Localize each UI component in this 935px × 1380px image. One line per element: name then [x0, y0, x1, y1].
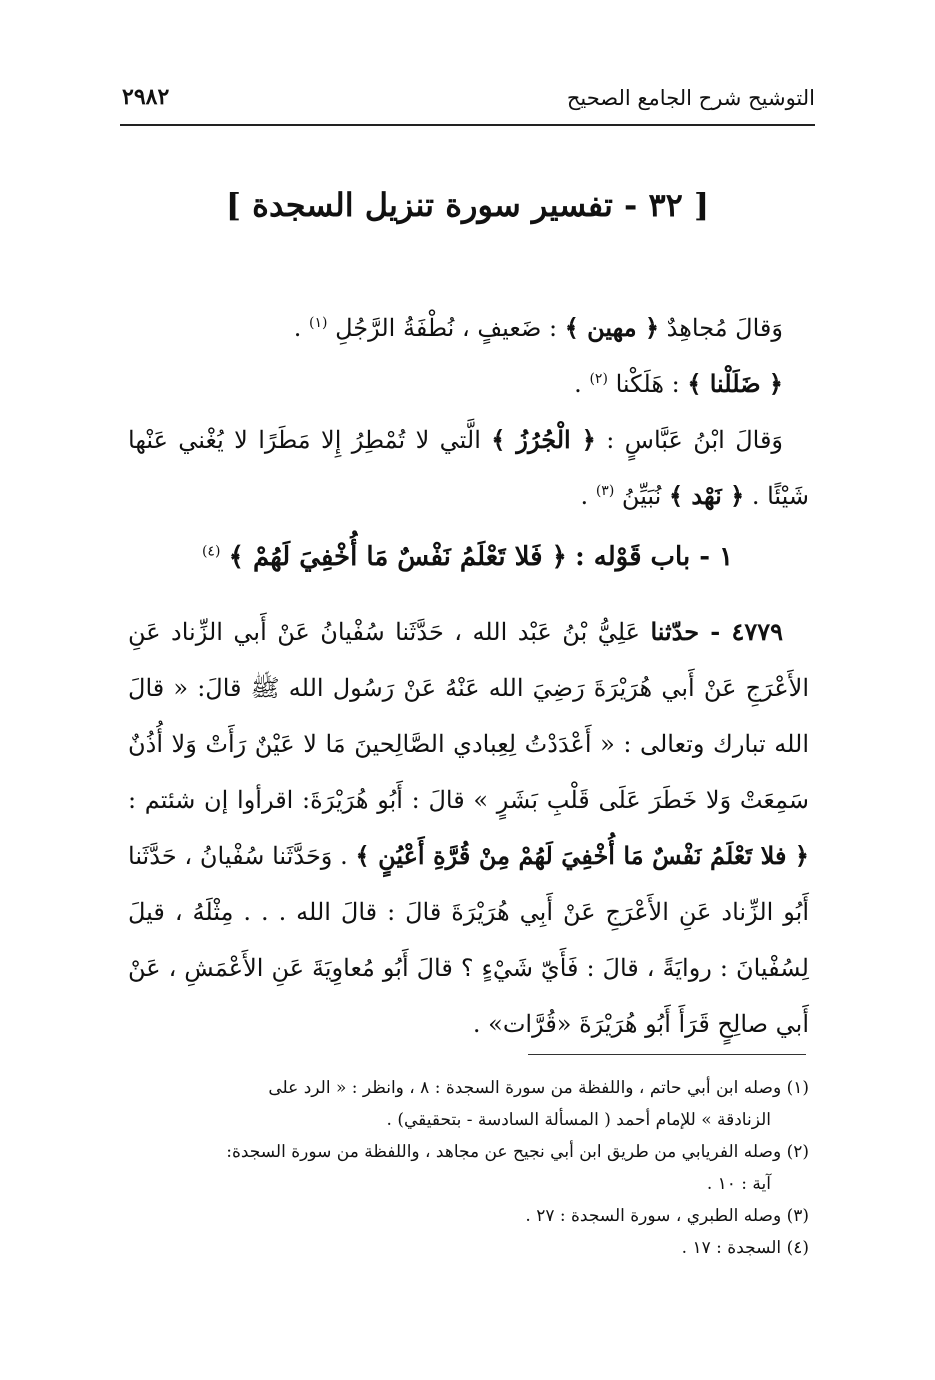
quranic-word: ﴿ الْجُرُزُ ﴾: [491, 425, 596, 454]
hadith-paragraph: [128, 604, 809, 1052]
footnote-4: [130, 1232, 809, 1264]
footnote-marker: (٣): [595, 483, 615, 499]
running-title: التوشيح شرح الجامع الصحيح: [566, 86, 815, 110]
intro-paragraph-3: [128, 412, 809, 524]
footnote-1-continued: [130, 1104, 809, 1136]
chapter-title: [ ٣٢ - تفسير سورة تنزيل السجدة ]: [225, 186, 710, 224]
hadith-text-segment: عَلِيُّ بْنُ عَبْد الله ، حَدَّثَنا سُفْيانُ عَنْ أَبي الزِّناد عَنِ الأَعْرَجِ عَنْ أَبي هُرَيْرَةَ رَضِيَ الله عَنْهُ عَنْ رَسُول الله ﷺ قالَ: « قالَ الله تبارك وتعالى : « أَعْدَدْتُ لِعِبادي الصَّالِحينَ مَا لا عَيْنٌ رَأَتْ وَلا أُذُنٌ سَمِعَتْ وَلا خَطَرَ عَلَى قَلْبِ بَشَرٍ » قالَ : أَبُو هُرَيْرَةَ: اقرأوا إن شئتم :: [128, 618, 809, 814]
quranic-word: ﴿ ضَلَلْنا ﴾: [687, 369, 783, 398]
footnote-1: [130, 1072, 809, 1104]
footnote-text: السجدة : ١٧ .: [681, 1238, 782, 1258]
intro-line-1: [128, 300, 809, 356]
footnotes: [130, 1072, 809, 1264]
intro-text-segment: الَّتي لا تُمْطِرُ إِلا مَطَرًا لا يُغْني عَنْها شَيْئًا .: [128, 426, 809, 510]
hadith-text-segment: . وَحَدَّثَنا سُفْيانُ ، حَدَّثَنا أَبُو الزِّناد عَنِ الأَعْرَجِ عَنْ أَبِي هُرَيْرَةَ قالَ : قالَ الله . . . مِثْلَهُ ، قيلَ لِسُفْيانَ : روايَةً ، قالَ : فَأَيّ شَيْءٍ ؟ قالَ أَبُو مُعاوِيَةَ عَنِ الأَعْمَشِ ، عَنْ أَبي صالِحٍ قَرَأَ أَبُو هُرَيْرَةَ «قُرَّات» .: [128, 842, 809, 1038]
footnote-text: وصله الفريابي من طريق ابن أبي نجيح عن مجاهد ، واللفظة من سورة السجدة:: [226, 1142, 782, 1162]
footnote-2-continued: [130, 1168, 809, 1200]
quranic-verse: ﴿ فلا تَعْلَمُ نَفْسٌ مَا أُخْفِيَ لَهُمْ مِنْ قُرَّةِ أَعْيُنٍ ﴾: [355, 841, 809, 870]
page-number: ٢٩٨٢: [122, 84, 170, 110]
header-rule: [120, 124, 815, 126]
intro-text-segment: : هَلَكْنا: [615, 370, 680, 398]
running-header: [122, 82, 815, 116]
hadith-number: ٤٧٧٩ - حدّثنا: [650, 617, 783, 646]
section-heading: [120, 542, 815, 572]
intro-text-segment: .: [580, 482, 589, 510]
footnote-number: (٢): [786, 1142, 809, 1162]
footnote-number: (١): [786, 1078, 809, 1098]
footnote-marker: (١): [308, 315, 328, 331]
footnote-text: آية : ١٠ .: [706, 1174, 771, 1194]
footnote-rule: [528, 1054, 806, 1055]
footnote-2: [130, 1136, 809, 1168]
footnote-3: [130, 1200, 809, 1232]
footnote-number: (٤): [786, 1238, 809, 1258]
quranic-word: ﴿ نَهْد ﴾: [669, 481, 745, 510]
intro-text-segment: نُبَيِّنُ: [621, 482, 662, 510]
intro-line-2: [128, 356, 809, 412]
footnote-text: وصله الطبري ، سورة السجدة : ٢٧ .: [525, 1206, 782, 1226]
footnote-marker: (٤): [201, 543, 221, 560]
footnote-text: الزنادقة » للإمام أحمد ( المسألة السادسة - بتحقيقي) .: [386, 1110, 771, 1130]
intro-text: [128, 300, 809, 524]
footnote-text: وصله ابن أبي حاتم ، واللفظة من سورة السجدة : ٨ ، وانظر : « الرد على: [268, 1078, 782, 1098]
intro-text-segment: : ضَعيفٍ ، نُطْفَةُ الرَّجُلِ: [335, 314, 558, 342]
intro-text-segment: .: [293, 314, 302, 342]
intro-text-segment: وَقالَ مُجاهِدٌ: [666, 314, 783, 342]
footnote-marker: (٢): [589, 371, 608, 387]
footnote-number: (٣): [786, 1206, 809, 1226]
section-verse: ﴿ فَلا تَعْلَمُ نَفْسٌ مَا أُخْفِيَ لَهُمْ ﴾: [228, 542, 567, 572]
intro-text-segment: وَقالَ ابْنُ عَبَّاسٍ :: [606, 426, 784, 454]
section-label: ١ - باب قَوْله :: [575, 542, 734, 572]
hadith-text: [128, 604, 809, 1052]
quranic-word: ﴿ مهين ﴾: [564, 313, 659, 342]
intro-text-segment: .: [574, 370, 582, 398]
